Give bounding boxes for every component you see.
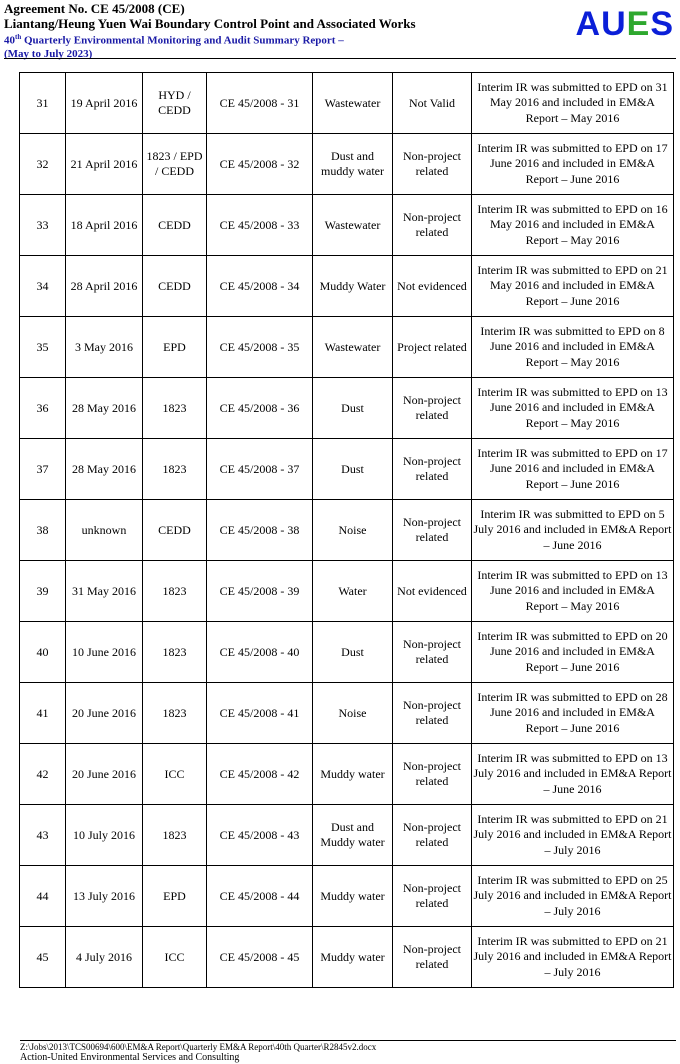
complaint-date: 4 July 2016	[66, 927, 143, 988]
table-row	[20, 317, 674, 378]
complaint-remarks: Interim IR was submitted to EPD on 28 June 2016 and included in EM&A Report – June 2016	[472, 683, 674, 744]
complaint-number: 41	[20, 683, 66, 744]
complaint-nature: Muddy water	[313, 866, 393, 927]
received-from: 1823 / EPD / CEDD	[143, 134, 207, 195]
complaint-number: 37	[20, 439, 66, 500]
received-from: ICC	[143, 927, 207, 988]
project-title: Liantang/Heung Yuen Wai Boundary Control Point and Associated Works	[4, 16, 416, 31]
complaint-reference: CE 45/2008 - 37	[207, 439, 313, 500]
complaint-reference: CE 45/2008 - 38	[207, 500, 313, 561]
complaint-date: 21 April 2016	[66, 134, 143, 195]
complaint-nature: Muddy Water	[313, 256, 393, 317]
table-row	[20, 500, 674, 561]
complaint-nature: Dust and muddy water	[313, 134, 393, 195]
complaint-number: 44	[20, 866, 66, 927]
received-from: CEDD	[143, 256, 207, 317]
table-row	[20, 134, 674, 195]
received-from: 1823	[143, 561, 207, 622]
complaint-reference: CE 45/2008 - 31	[207, 73, 313, 134]
table-row	[20, 683, 674, 744]
footer-company: Action-United Environmental Services and Consulting	[20, 1052, 240, 1063]
complaint-status: Project related	[393, 317, 472, 378]
complaint-status: Not evidenced	[393, 256, 472, 317]
complaint-status: Non-project related	[393, 378, 472, 439]
complaint-remarks: Interim IR was submitted to EPD on 17 June 2016 and included in EM&A Report – June 2016	[472, 439, 674, 500]
logo-part-au: AU	[575, 5, 627, 43]
complaint-remarks: Interim IR was submitted to EPD on 21 May 2016 and included in EM&A Report – June 2016	[472, 256, 674, 317]
complaint-remarks: Interim IR was submitted to EPD on 31 May 2016 and included in EM&A Report – May 2016	[472, 73, 674, 134]
complaint-date: 28 May 2016	[66, 439, 143, 500]
complaint-reference: CE 45/2008 - 42	[207, 744, 313, 805]
received-from: 1823	[143, 378, 207, 439]
table-row	[20, 927, 674, 988]
complaint-status: Not evidenced	[393, 561, 472, 622]
table-row	[20, 256, 674, 317]
complaint-number: 39	[20, 561, 66, 622]
received-from: CEDD	[143, 195, 207, 256]
table-row	[20, 439, 674, 500]
table-row	[20, 744, 674, 805]
complaint-status: Non-project related	[393, 195, 472, 256]
complaint-nature: Muddy water	[313, 927, 393, 988]
table-row	[20, 805, 674, 866]
complaint-date: unknown	[66, 500, 143, 561]
complaint-nature: Wastewater	[313, 317, 393, 378]
complaint-nature: Wastewater	[313, 73, 393, 134]
complaint-date: 28 April 2016	[66, 256, 143, 317]
complaint-number: 43	[20, 805, 66, 866]
report-period: (May to July 2023)	[4, 47, 93, 60]
complaint-reference: CE 45/2008 - 35	[207, 317, 313, 378]
complaint-number: 35	[20, 317, 66, 378]
logo-part-e: E	[626, 5, 651, 43]
complaint-number: 45	[20, 927, 66, 988]
complaint-nature: Muddy water	[313, 744, 393, 805]
table-row	[20, 561, 674, 622]
received-from: CEDD	[143, 500, 207, 561]
complaint-reference: CE 45/2008 - 45	[207, 927, 313, 988]
complaint-nature: Dust	[313, 439, 393, 500]
complaint-status: Non-project related	[393, 744, 472, 805]
complaint-date: 28 May 2016	[66, 378, 143, 439]
complaint-remarks: Interim IR was submitted to EPD on 25 July 2016 and included in EM&A Report – July 2016	[472, 866, 674, 927]
complaint-date: 20 June 2016	[66, 744, 143, 805]
complaint-reference: CE 45/2008 - 36	[207, 378, 313, 439]
table-row	[20, 73, 674, 134]
report-title-text: Quarterly Environmental Monitoring and Audit Summary Report –	[21, 34, 344, 47]
complaint-status: Non-project related	[393, 439, 472, 500]
received-from: EPD	[143, 317, 207, 378]
complaint-reference: CE 45/2008 - 34	[207, 256, 313, 317]
complaint-reference: CE 45/2008 - 39	[207, 561, 313, 622]
table-row	[20, 378, 674, 439]
aues-logo	[576, 4, 674, 44]
complaint-date: 19 April 2016	[66, 73, 143, 134]
complaint-date: 18 April 2016	[66, 195, 143, 256]
complaint-nature: Dust	[313, 622, 393, 683]
complaint-date: 13 July 2016	[66, 866, 143, 927]
table-row	[20, 866, 674, 927]
complaint-remarks: Interim IR was submitted to EPD on 8 June 2016 and included in EM&A Report – May 2016	[472, 317, 674, 378]
complaint-remarks: Interim IR was submitted to EPD on 17 June 2016 and included in EM&A Report – June 2016	[472, 134, 674, 195]
complaint-remarks: Interim IR was submitted to EPD on 5 July 2016 and included in EM&A Report – June 2016	[472, 500, 674, 561]
received-from: 1823	[143, 622, 207, 683]
complaint-log-body	[20, 73, 674, 988]
complaint-reference: CE 45/2008 - 33	[207, 195, 313, 256]
complaint-status: Non-project related	[393, 500, 472, 561]
complaint-reference: CE 45/2008 - 44	[207, 866, 313, 927]
complaint-nature: Wastewater	[313, 195, 393, 256]
complaint-remarks: Interim IR was submitted to EPD on 13 June 2016 and included in EM&A Report – May 2016	[472, 561, 674, 622]
complaint-date: 31 May 2016	[66, 561, 143, 622]
complaint-date: 10 June 2016	[66, 622, 143, 683]
report-number: 40	[4, 34, 15, 47]
complaint-reference: CE 45/2008 - 40	[207, 622, 313, 683]
complaint-remarks: Interim IR was submitted to EPD on 13 June 2016 and included in EM&A Report – May 2016	[472, 378, 674, 439]
complaint-nature: Dust	[313, 378, 393, 439]
complaint-log-table	[19, 72, 674, 988]
complaint-date: 3 May 2016	[66, 317, 143, 378]
complaint-date: 10 July 2016	[66, 805, 143, 866]
complaint-remarks: Interim IR was submitted to EPD on 20 June 2016 and included in EM&A Report – June 2016	[472, 622, 674, 683]
complaint-status: Non-project related	[393, 622, 472, 683]
complaint-number: 34	[20, 256, 66, 317]
complaint-status: Non-project related	[393, 134, 472, 195]
agreement-number: Agreement No. CE 45/2008 (CE)	[4, 1, 185, 16]
received-from: 1823	[143, 805, 207, 866]
complaint-status: Non-project related	[393, 805, 472, 866]
complaint-remarks: Interim IR was submitted to EPD on 13 July 2016 and included in EM&A Report – June 2016	[472, 744, 674, 805]
complaint-nature: Noise	[313, 500, 393, 561]
complaint-status: Not Valid	[393, 73, 472, 134]
complaint-reference: CE 45/2008 - 32	[207, 134, 313, 195]
report-number-suffix: th	[15, 33, 22, 41]
complaint-number: 32	[20, 134, 66, 195]
received-from: EPD	[143, 866, 207, 927]
complaint-number: 36	[20, 378, 66, 439]
complaint-number: 31	[20, 73, 66, 134]
complaint-number: 38	[20, 500, 66, 561]
received-from: ICC	[143, 744, 207, 805]
footer-file-path: Z:\Jobs\2013\TCS00694\600\EM&A Report\Quarterly EM&A Report\40th Quarter\R2845v2.docx	[20, 1042, 377, 1052]
complaint-nature: Dust and Muddy water	[313, 805, 393, 866]
complaint-number: 42	[20, 744, 66, 805]
complaint-number: 40	[20, 622, 66, 683]
complaint-reference: CE 45/2008 - 41	[207, 683, 313, 744]
complaint-remarks: Interim IR was submitted to EPD on 16 May 2016 and included in EM&A Report – May 2016	[472, 195, 674, 256]
complaint-date: 20 June 2016	[66, 683, 143, 744]
received-from: 1823	[143, 683, 207, 744]
received-from: 1823	[143, 439, 207, 500]
complaint-nature: Noise	[313, 683, 393, 744]
header-divider	[4, 58, 676, 59]
complaint-nature: Water	[313, 561, 393, 622]
complaint-remarks: Interim IR was submitted to EPD on 21 July 2016 and included in EM&A Report – July 2016	[472, 805, 674, 866]
table-row	[20, 622, 674, 683]
complaint-reference: CE 45/2008 - 43	[207, 805, 313, 866]
complaint-remarks: Interim IR was submitted to EPD on 21 July 2016 and included in EM&A Report – July 2016	[472, 927, 674, 988]
received-from: HYD / CEDD	[143, 73, 207, 134]
complaint-status: Non-project related	[393, 927, 472, 988]
complaint-status: Non-project related	[393, 683, 472, 744]
footer-divider	[20, 1040, 676, 1041]
logo-part-s: S	[650, 5, 674, 43]
complaint-status: Non-project related	[393, 866, 472, 927]
table-row	[20, 195, 674, 256]
complaint-number: 33	[20, 195, 66, 256]
